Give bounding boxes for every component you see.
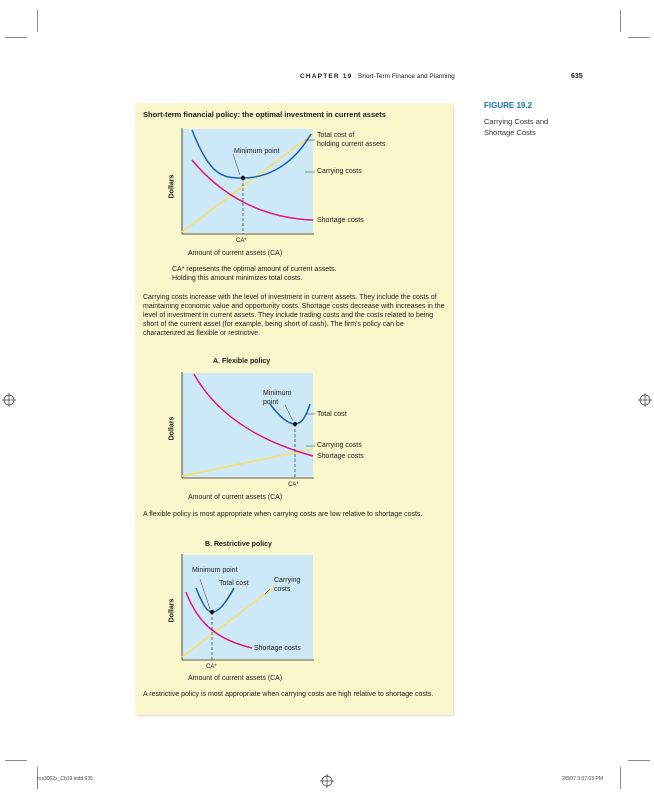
chart3-title: B. Restrictive policy bbox=[205, 541, 272, 548]
chart2-carrying-label: Carrying costs bbox=[317, 442, 362, 449]
chart3-ca-label: CA* bbox=[206, 664, 217, 670]
figure-label: FIGURE 19.2 bbox=[484, 101, 533, 110]
chart3-minimum-point bbox=[210, 610, 214, 614]
chart3-min-label: Minimum point bbox=[192, 567, 238, 574]
chart3-ylabel: Dollars bbox=[168, 598, 176, 623]
chapter-label: CHAPTER 19 bbox=[300, 73, 353, 80]
chart3-shortage-cost-curve bbox=[186, 592, 252, 648]
chart1-min-label: Minimum point bbox=[234, 148, 280, 155]
note-restrictive: A restrictive policy is most appropriate when carrying costs are high relative to shortage costs. bbox=[143, 691, 434, 698]
chart2-ca-label: CA* bbox=[288, 482, 299, 488]
note-flexible: A flexible policy is most appropriate when carrying costs are low relative to shortage costs. bbox=[143, 511, 423, 518]
page-number: 635 bbox=[571, 73, 583, 80]
chart2-total-label: Total cost bbox=[317, 411, 347, 418]
chart2-title: A. Flexible policy bbox=[213, 358, 271, 365]
chapter-title: Short-Term Finance and Planning bbox=[357, 73, 455, 80]
chart3-total-label: Total cost bbox=[219, 580, 249, 587]
footer-file: ros3062x_Ch19.indd 635 bbox=[37, 776, 93, 782]
chart3-min-leader bbox=[200, 579, 210, 609]
figure-caption: Carrying Costs and Shortage Costs bbox=[484, 117, 549, 137]
chart1-xlabel: Amount of current assets (CA) bbox=[188, 250, 283, 257]
chart2-ylabel: Dollars bbox=[168, 416, 176, 441]
panel-title: Short-term financial policy: the optimal investment in current assets bbox=[143, 110, 386, 119]
chart1-total-label: Total cost of holding current assets bbox=[317, 132, 386, 148]
chart3-carrying-label: Carrying costs bbox=[274, 577, 301, 593]
chart1-carrying-label: Carrying costs bbox=[317, 168, 362, 175]
chart2-shortage-label: Shortage costs bbox=[317, 453, 364, 460]
chart1-ca-label: CA* bbox=[236, 238, 247, 244]
chart2-min-label: Minimum point bbox=[263, 390, 292, 406]
chart3-xlabel: Amount of current assets (CA) bbox=[188, 675, 283, 682]
footer-date: 2/8/07 3:07:03 PM bbox=[562, 776, 603, 782]
chart3-shortage-label: Shortage costs bbox=[254, 645, 301, 652]
chart1-shortage-label: Shortage costs bbox=[317, 217, 364, 224]
body-paragraph: Carrying costs increase with the level of investment in current assets. They include the costs of maintaining economic value and opportunity costs. Shortage costs decrease with increases in the level of investment in current assets. They include trading costs and the costs related to being short of the current asset (for example, being short of cash). The firm's policy can be characterized as flexible or restrictive. bbox=[143, 294, 445, 337]
chart2-xlabel: Amount of current assets (CA) bbox=[188, 494, 283, 501]
chart1-ylabel: Dollars bbox=[168, 174, 176, 199]
chart3-total-cost-curve bbox=[196, 588, 234, 612]
chart3-total-leader bbox=[226, 589, 234, 602]
note-optimal: CA* represents the optimal amount of current assets. Holding this amount minimizes total costs. bbox=[172, 266, 337, 282]
